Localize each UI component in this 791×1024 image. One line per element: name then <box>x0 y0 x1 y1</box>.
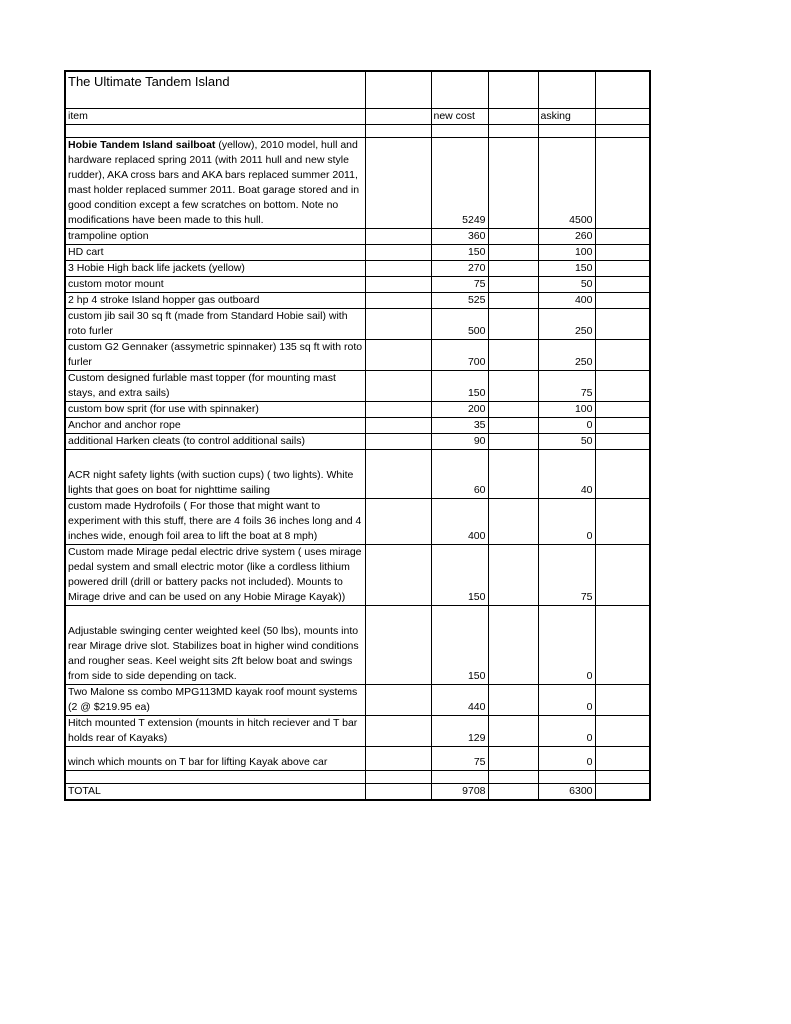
empty-cell <box>488 434 538 450</box>
table-row <box>65 293 650 309</box>
item-cell <box>65 138 365 229</box>
asking-cell: 100 <box>538 402 595 418</box>
blank-row <box>65 771 650 784</box>
empty-cell <box>488 229 538 245</box>
asking-cell: 250 <box>538 309 595 340</box>
total-row <box>65 784 650 801</box>
item-description: custom made Hydrofoils ( For those that might want to experiment with this stuff, there are 4 foils 36 inches long and 4 inches wide, enough foil area to lift the boat at 8 mph) <box>68 500 362 542</box>
empty-cell <box>488 340 538 371</box>
asking-cell: 0 <box>538 747 595 771</box>
empty-cell <box>365 450 431 499</box>
item-description: custom G2 Gennaker (assymetric spinnaker) 135 sq ft with roto furler <box>68 341 363 368</box>
asking-cell: 0 <box>538 499 595 545</box>
header-item: item <box>65 109 365 125</box>
table-row <box>65 747 650 771</box>
empty-cell <box>365 685 431 716</box>
empty-cell <box>595 229 650 245</box>
table-row <box>65 340 650 371</box>
empty-cell <box>365 716 431 747</box>
item-cell <box>65 716 365 747</box>
new-cost-cell: 360 <box>431 229 488 245</box>
item-description: Anchor and anchor rope <box>68 419 181 431</box>
item-description: Custom made Mirage pedal electric drive system ( uses mirage pedal system and small electric motor (like a cordless lithium powered drill (drill or battery packs not included). Mounts to Mirage drive and can be used on any Hobie Mirage Kayak)) <box>68 546 362 603</box>
empty-cell <box>365 293 431 309</box>
empty-cell <box>595 545 650 606</box>
table-row <box>65 685 650 716</box>
item-cell <box>65 229 365 245</box>
table-row <box>65 138 650 229</box>
item-description: Adjustable swinging center weighted keel (50 lbs), mounts into rear Mirage drive slot. Stabilizes boat in higher wind conditions and rougher seas. Keel weight sits 2ft below boat and swings from side to side depending on tack. <box>68 625 359 682</box>
item-description: Hitch mounted T extension (mounts in hitch reciever and T bar holds rear of Kayaks) <box>68 717 358 744</box>
asking-cell: 0 <box>538 606 595 685</box>
new-cost-cell: 150 <box>431 245 488 261</box>
item-description: 2 hp 4 stroke Island hopper gas outboard <box>68 294 260 306</box>
item-description: 3 Hobie High back life jackets (yellow) <box>68 262 245 274</box>
item-description: (yellow), 2010 model, hull and hardware replaced spring 2011 (with 2011 hull and new style rudder), AKA cross bars and AKA bars replaced summer 2011, mast holder replaced summer 2011. Boat garage stored and in good condition except a few scratches on bottom. Note no modifications have been made to this hull. <box>68 139 360 226</box>
empty-cell <box>595 293 650 309</box>
total-label: TOTAL <box>65 784 365 801</box>
item-cell <box>65 499 365 545</box>
item-description: custom motor mount <box>68 278 164 290</box>
asking-cell: 4500 <box>538 138 595 229</box>
empty-cell <box>488 545 538 606</box>
empty-cell <box>365 371 431 402</box>
new-cost-cell: 129 <box>431 716 488 747</box>
empty-cell <box>488 371 538 402</box>
empty-cell <box>488 784 538 801</box>
item-cell <box>65 261 365 277</box>
new-cost-cell: 525 <box>431 293 488 309</box>
table-row <box>65 545 650 606</box>
asking-cell: 40 <box>538 450 595 499</box>
empty-cell <box>595 418 650 434</box>
empty-cell <box>365 277 431 293</box>
new-cost-cell: 75 <box>431 277 488 293</box>
item-cell <box>65 606 365 685</box>
asking-cell: 0 <box>538 716 595 747</box>
asking-cell: 260 <box>538 229 595 245</box>
item-description: Custom designed furlable mast topper (for mounting mast stays, and extra sails) <box>68 372 336 399</box>
item-cell <box>65 340 365 371</box>
spreadsheet-table <box>64 70 651 801</box>
item-description: additional Harken cleats (to control additional sails) <box>68 435 305 447</box>
new-cost-cell: 400 <box>431 499 488 545</box>
empty-cell <box>365 340 431 371</box>
table-row <box>65 371 650 402</box>
empty-cell <box>365 229 431 245</box>
item-cell <box>65 277 365 293</box>
empty-cell <box>365 747 431 771</box>
empty-cell <box>595 309 650 340</box>
empty-cell <box>595 277 650 293</box>
empty-cell <box>488 418 538 434</box>
empty-cell <box>595 245 650 261</box>
empty-cell <box>365 245 431 261</box>
item-description: trampoline option <box>68 230 149 242</box>
asking-cell: 100 <box>538 245 595 261</box>
item-description: Two Malone ss combo MPG113MD kayak roof mount systems (2 @ $219.95 ea) <box>68 686 358 713</box>
empty-cell <box>488 499 538 545</box>
item-cell <box>65 402 365 418</box>
new-cost-cell: 150 <box>431 371 488 402</box>
empty-cell <box>488 716 538 747</box>
item-cell <box>65 747 365 771</box>
header-row <box>65 109 650 125</box>
asking-cell: 250 <box>538 340 595 371</box>
empty-cell <box>365 606 431 685</box>
empty-cell <box>488 293 538 309</box>
new-cost-cell: 35 <box>431 418 488 434</box>
empty-cell <box>595 434 650 450</box>
empty-cell <box>365 784 431 801</box>
title-row <box>65 71 650 109</box>
new-cost-cell: 150 <box>431 606 488 685</box>
item-description: HD cart <box>68 246 104 258</box>
empty-cell <box>488 606 538 685</box>
new-cost-cell: 700 <box>431 340 488 371</box>
item-cell <box>65 371 365 402</box>
asking-cell: 0 <box>538 418 595 434</box>
item-name-bold: Hobie Tandem Island sailboat <box>68 139 216 151</box>
empty-cell <box>595 261 650 277</box>
empty-cell <box>365 545 431 606</box>
empty-cell <box>365 261 431 277</box>
empty-cell <box>595 499 650 545</box>
new-cost-cell: 60 <box>431 450 488 499</box>
new-cost-cell: 150 <box>431 545 488 606</box>
total-asking: 6300 <box>538 784 595 801</box>
table-row <box>65 499 650 545</box>
empty-cell <box>365 434 431 450</box>
table-row <box>65 434 650 450</box>
empty-cell <box>595 138 650 229</box>
empty-cell <box>365 402 431 418</box>
item-cell <box>65 418 365 434</box>
table-row <box>65 716 650 747</box>
new-cost-cell: 90 <box>431 434 488 450</box>
empty-cell <box>488 309 538 340</box>
header-new-cost: new cost <box>431 109 488 125</box>
item-description: custom jib sail 30 sq ft (made from Standard Hobie sail) with roto furler <box>68 310 348 337</box>
table-row <box>65 309 650 340</box>
empty-cell <box>488 261 538 277</box>
asking-cell: 50 <box>538 434 595 450</box>
empty-cell <box>595 606 650 685</box>
empty-cell <box>595 402 650 418</box>
empty-cell <box>488 277 538 293</box>
header-asking: asking <box>538 109 595 125</box>
table-row <box>65 402 650 418</box>
asking-cell: 75 <box>538 545 595 606</box>
empty-cell <box>595 784 650 801</box>
table-row <box>65 277 650 293</box>
table-row <box>65 450 650 499</box>
empty-cell <box>595 747 650 771</box>
empty-cell <box>595 716 650 747</box>
item-cell <box>65 685 365 716</box>
empty-cell <box>595 450 650 499</box>
table-row <box>65 261 650 277</box>
sheet-title: The Ultimate Tandem Island <box>65 71 365 109</box>
empty-cell <box>488 245 538 261</box>
item-cell <box>65 293 365 309</box>
table-row <box>65 245 650 261</box>
item-cell <box>65 545 365 606</box>
total-new-cost: 9708 <box>431 784 488 801</box>
empty-cell <box>365 309 431 340</box>
empty-cell <box>488 747 538 771</box>
empty-cell <box>488 402 538 418</box>
table-row <box>65 229 650 245</box>
new-cost-cell: 5249 <box>431 138 488 229</box>
item-cell <box>65 450 365 499</box>
empty-cell <box>595 371 650 402</box>
table-row <box>65 606 650 685</box>
empty-cell <box>365 138 431 229</box>
empty-cell <box>595 340 650 371</box>
asking-cell: 75 <box>538 371 595 402</box>
item-cell <box>65 245 365 261</box>
new-cost-cell: 500 <box>431 309 488 340</box>
new-cost-cell: 200 <box>431 402 488 418</box>
item-cell <box>65 309 365 340</box>
item-description: ACR night safety lights (with suction cups) ( two lights). White lights that goes on boat for nighttime sailing <box>68 469 354 496</box>
item-description: custom bow sprit (for use with spinnaker) <box>68 403 259 415</box>
asking-cell: 400 <box>538 293 595 309</box>
new-cost-cell: 270 <box>431 261 488 277</box>
asking-cell: 50 <box>538 277 595 293</box>
empty-cell <box>488 685 538 716</box>
empty-cell <box>595 685 650 716</box>
empty-cell <box>488 450 538 499</box>
new-cost-cell: 440 <box>431 685 488 716</box>
table-row <box>65 418 650 434</box>
empty-cell <box>488 138 538 229</box>
item-cell <box>65 434 365 450</box>
new-cost-cell: 75 <box>431 747 488 771</box>
blank-row <box>65 125 650 138</box>
item-description: winch which mounts on T bar for lifting Kayak above car <box>68 756 328 768</box>
empty-cell <box>365 499 431 545</box>
asking-cell: 0 <box>538 685 595 716</box>
asking-cell: 150 <box>538 261 595 277</box>
empty-cell <box>365 418 431 434</box>
